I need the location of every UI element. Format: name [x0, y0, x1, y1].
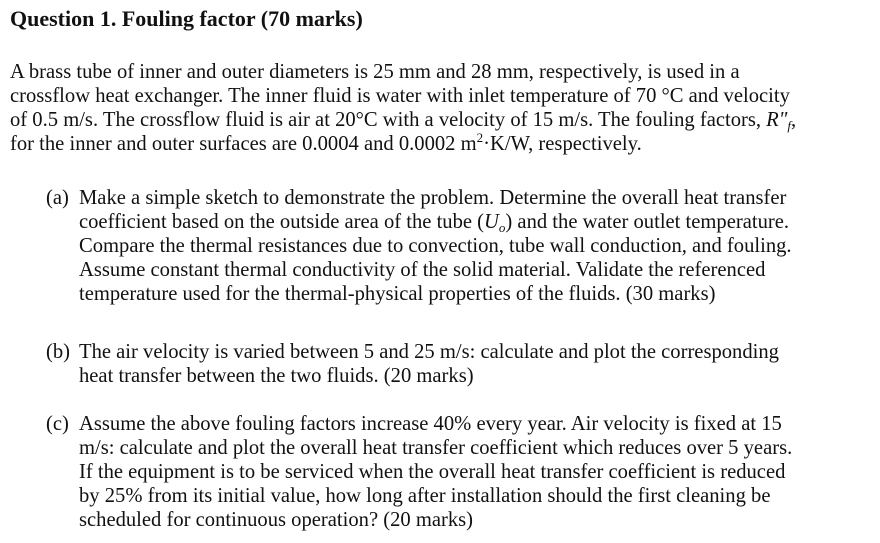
statement-line: [10, 108, 872, 132]
part-label: (b): [46, 341, 71, 363]
part-line: m/s: calculate and plot the overall heat transfer coefficient which reduces over 5 years.: [79, 437, 793, 459]
part-body: [79, 412, 872, 532]
part-label: (a): [46, 187, 69, 209]
overall-coefficient-symbol: $U_o$: [484, 211, 506, 235]
part-line: Assume the above fouling factors increase 40% every year. Air velocity is fixed at 15: [79, 413, 782, 435]
part-line: The air velocity is varied between 5 and 25 m/s: calculate and plot the corresponding: [79, 341, 779, 363]
statement-punctuation: ,: [791, 109, 797, 131]
statement-line: [10, 132, 872, 156]
part-b: [46, 340, 872, 388]
unit-exponent: 2: [476, 130, 484, 145]
part-line: coefficient based on the outside area of the tube $(U_o)$ and the water outlet temperature.: [79, 211, 790, 235]
part-line: If the equipment is to be serviced when the overall heat transfer coefficient is reduced: [79, 461, 786, 483]
part-line: Compare the thermal resistances due to convection, tube wall conduction, and fouling.: [79, 235, 792, 257]
part-line: scheduled for continuous operation? (20 marks): [79, 509, 474, 531]
statement-text: of 0.5 m/s. The crossflow fluid is air at 20°C with a velocity of 15 m/s. The fouling factors,: [10, 109, 767, 131]
fouling-factor-symbol: $R"_f$: [766, 109, 792, 133]
question-title: Question 1. Fouling factor (70 marks): [10, 6, 363, 31]
part-line: Assume constant thermal conductivity of the solid material. Validate the referenced: [79, 259, 766, 281]
problem-statement: [10, 60, 872, 156]
part-body: [79, 340, 872, 388]
part-line: by 25% from its initial value, how long after installation should the first cleaning be: [79, 485, 771, 507]
statement-line: A brass tube of inner and outer diameters is 25 mm and 28 mm, respectively, is used in a: [10, 61, 740, 83]
part-line: heat transfer between the two fluids. (20 marks): [79, 365, 474, 387]
statement-text: for the inner and outer surfaces are 0.0004 and 0.0002 m: [10, 133, 477, 155]
part-label: (c): [46, 413, 69, 435]
part-c: [46, 412, 872, 532]
part-body: [79, 186, 872, 306]
part-a: [46, 186, 872, 306]
statement-text: ·K/W, respectively.: [483, 133, 642, 155]
part-line: Make a simple sketch to demonstrate the problem. Determine the overall heat transfer: [79, 187, 787, 209]
statement-line: crossflow heat exchanger. The inner fluid is water with inlet temperature of 70 °C and velocity: [10, 85, 790, 107]
part-line: temperature used for the thermal-physical properties of the fluids. (30 marks): [79, 283, 716, 305]
